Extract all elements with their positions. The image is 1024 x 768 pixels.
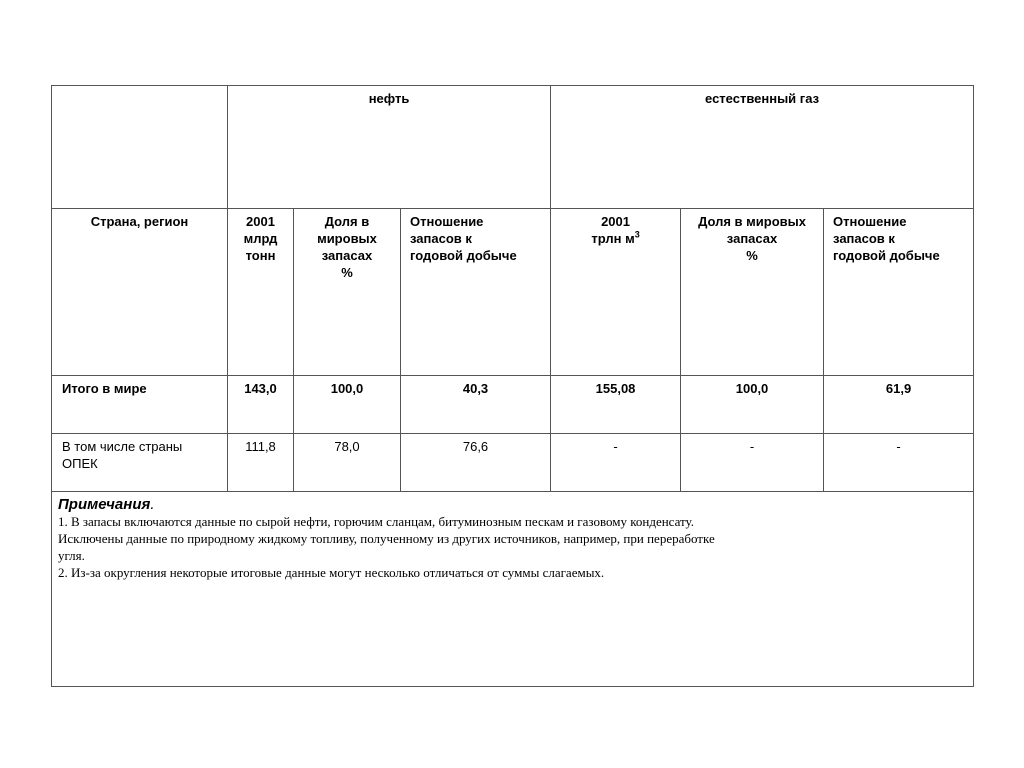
opec-oil-reserves: 111,8 (228, 434, 294, 492)
opec-label-line: ОПЕК (62, 456, 98, 471)
oil-group-header: нефть (228, 86, 551, 209)
notes-heading (58, 496, 967, 513)
oil-share-header-line: мировых (317, 231, 377, 246)
oil-ratio-header-line: запасов к (410, 231, 472, 246)
opec-gas-share: - (681, 434, 824, 492)
world-total-label: Итого в мире (52, 376, 228, 434)
gas-share-header-line: Доля в мировых (698, 214, 806, 229)
notes-row (52, 492, 974, 687)
oil-ratio-header-line: Отношение (410, 214, 484, 229)
gas-ratio-header (824, 209, 974, 376)
opec-gas-reserves: - (551, 434, 681, 492)
gas-reserves-unit (557, 230, 674, 247)
oil-share-header-line: Доля в (324, 214, 370, 229)
oil-reserves-unit-1: млрд (243, 231, 278, 246)
reserves-table (51, 85, 974, 687)
notes-title: Примечания (58, 496, 151, 513)
empty-corner-cell (52, 86, 228, 209)
world-oil-share: 100,0 (294, 376, 401, 434)
notes-title-suffix: . (150, 496, 155, 513)
world-total-row (52, 376, 974, 434)
oil-reserves-year: 2001 (246, 214, 275, 229)
notes-line-1: 1. В запасы включаются данные по сырой нефти, горючим сланцам, битуминозным пескам и газовому конденсату. (58, 514, 694, 529)
oil-share-header-line: % (341, 265, 353, 280)
opec-gas-ratio: - (824, 434, 974, 492)
gas-ratio-header-line: годовой добыче (833, 248, 940, 263)
world-oil-reserves: 143,0 (228, 376, 294, 434)
world-gas-reserves: 155,08 (551, 376, 681, 434)
notes-line-4: 2. Из-за округления некоторые итоговые данные могут несколько отличаться от суммы слагаемых. (58, 565, 605, 580)
gas-reserves-header (551, 209, 681, 376)
opec-label-line: В том числе страны (62, 439, 183, 454)
opec-oil-ratio: 76,6 (401, 434, 551, 492)
column-header-row (52, 209, 974, 376)
gas-ratio-header-line: запасов к (833, 231, 895, 246)
world-gas-ratio: 61,9 (824, 376, 974, 434)
gas-share-header (681, 209, 824, 376)
gas-ratio-header-line: Отношение (833, 214, 907, 229)
gas-unit-superscript: 3 (634, 229, 640, 240)
oil-share-header (294, 209, 401, 376)
country-region-header: Страна, регион (52, 209, 228, 376)
gas-share-header-line: запасах (726, 231, 778, 246)
oil-share-header-line: запасах (321, 248, 373, 263)
oil-ratio-header (401, 209, 551, 376)
gas-group-header: естественный газ (551, 86, 974, 209)
opec-label (52, 434, 228, 492)
opec-oil-share: 78,0 (294, 434, 401, 492)
oil-reserves-unit-2: тонн (245, 248, 276, 263)
oil-reserves-header (228, 209, 294, 376)
world-oil-ratio: 40,3 (401, 376, 551, 434)
gas-reserves-year: 2001 (601, 214, 630, 229)
oil-ratio-header-line: годовой добыче (410, 248, 517, 263)
group-header-row (52, 86, 974, 209)
notes-line-3: угля. (58, 548, 85, 563)
notes-cell (52, 492, 974, 687)
world-gas-share: 100,0 (681, 376, 824, 434)
gas-unit-text: трлн м (591, 231, 635, 246)
gas-share-header-line: % (746, 248, 758, 263)
opec-row (52, 434, 974, 492)
notes-line-2: Исключены данные по природному жидкому топливу, полученному из других источников, например, при переработке (58, 531, 715, 546)
